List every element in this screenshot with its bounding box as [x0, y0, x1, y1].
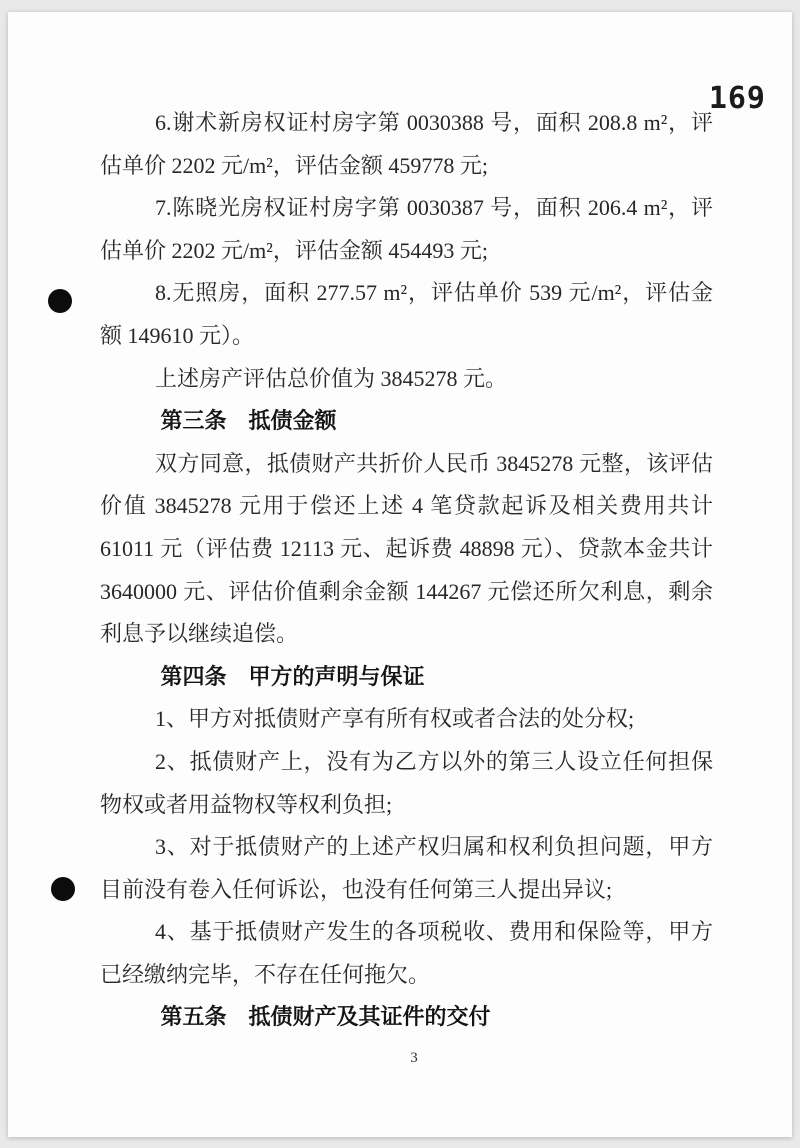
document-body [100, 102, 713, 1039]
paragraph: 8.无照房，面积 277.57 m²，评估单价 539 元/m²，评估金额 149610 元）。 [100, 280, 713, 348]
section-heading: 第三条 抵债金额 [160, 408, 337, 434]
footer-page-number: 3 [410, 1050, 418, 1066]
hole-punch-top [48, 289, 72, 313]
paragraph: 1、甲方对抵债财产享有所有权或者合法的处分权; [155, 706, 635, 732]
section-heading: 第四条 甲方的声明与保证 [160, 663, 425, 689]
paragraph: 6.谢术新房权证村房字第 0030388 号，面积 208.8 m²，评估单价 2202 元/m²，评估金额 459778 元; [100, 110, 713, 178]
paragraph: 上述房产评估总价值为 3845278 元。 [155, 365, 508, 391]
section-heading: 第五条 抵债财产及其证件的交付 [160, 1004, 491, 1030]
page-number-stamp: 169 [708, 81, 766, 116]
paragraph: 双方同意，抵债财产共折价人民币 3845278 元整，该评估价值 3845278 元用于偿还上述 4 笔贷款起诉及相关费用共计 61011 元（评估费 12113 元、起诉费 48898 元）、贷款本金共计 3640000 元、评估价值剩余金额 144267 元偿还所欠利息，剩余利息予以继续追偿。 [100, 450, 713, 647]
document-page [8, 12, 792, 1137]
paragraph: 4、基于抵债财产发生的各项税收、费用和保险等，甲方已经缴纳完毕，不存在任何拖欠。 [100, 919, 713, 987]
paragraph: 7.陈晓光房权证村房字第 0030387 号，面积 206.4 m²，评估单价 2202 元/m²，评估金额 454493 元; [100, 195, 713, 263]
hole-punch-bottom [51, 877, 75, 901]
paragraph: 2、抵债财产上，没有为乙方以外的第三人设立任何担保物权或者用益物权等权利负担; [100, 748, 713, 817]
paragraph: 3、对于抵债财产的上述产权归属和权利负担问题，甲方目前没有卷入任何诉讼，也没有任何第三人提出异议; [100, 834, 713, 902]
